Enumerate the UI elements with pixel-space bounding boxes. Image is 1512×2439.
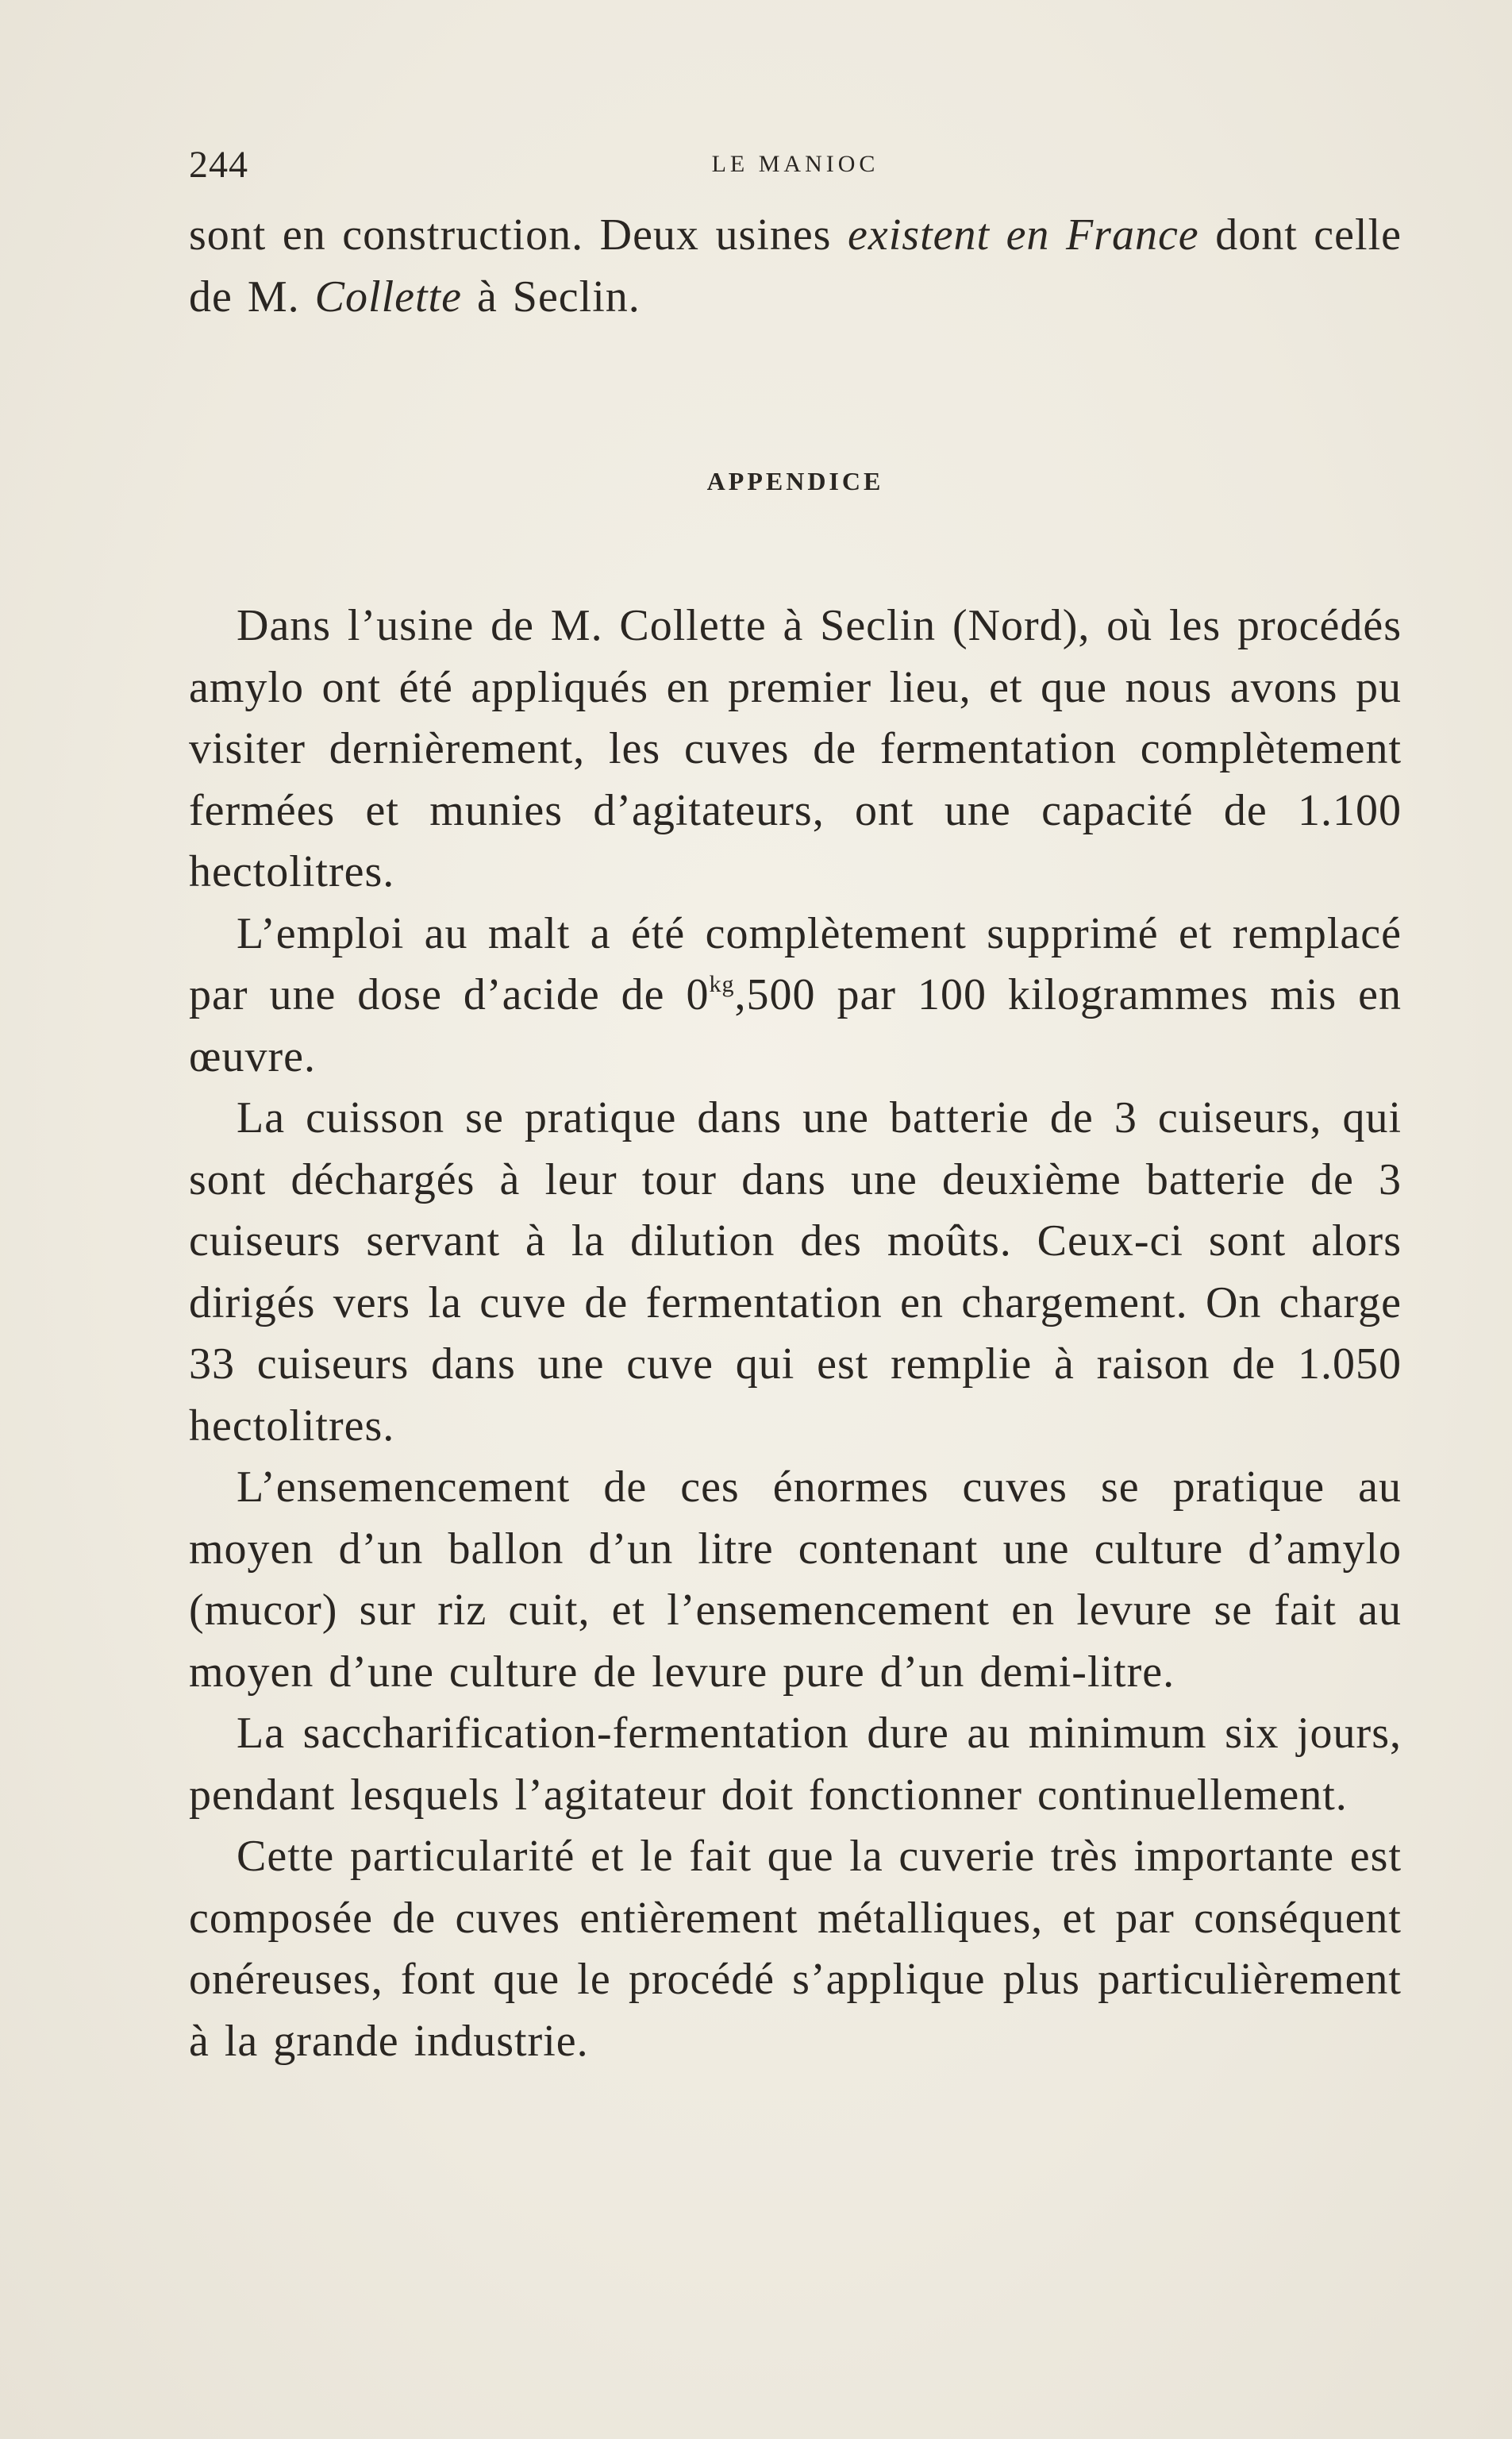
intro-italic-phrase: existent en France <box>848 210 1199 260</box>
section-title: APPENDICE <box>706 467 884 495</box>
running-title: LE MANIOC <box>711 151 879 177</box>
paragraph-1: Dans l’usine de M. Collette à Seclin (Nord), où les procédés amylo ont été appliqués en premier lieu, et que nous avons pu visiter dernièrement, les cuves de fermentation complètement fermées et munies d’agitateurs, ont une capacité de 1.100 hectolitres. <box>189 601 1402 896</box>
page-header <box>189 143 1402 191</box>
intro-paragraph <box>189 205 1402 328</box>
paragraph-2-end: ,500 par 100 kilogrammes mis en œuvre. <box>189 970 1402 1081</box>
page-number: 244 <box>189 144 248 186</box>
paragraph-4: L’ensemencement de ces énormes cuves se pratique au moyen d’un ballon d’un litre contenant une culture d’amylo (mucor) sur riz cuit, et l’ensemencement en levure se fait au moyen d’une culture de levure pure d’un demi-litre. <box>189 1462 1402 1697</box>
paragraph-2 <box>189 904 1402 1088</box>
paragraph-2-start: L’emploi au malt a été complètement supprimé et remplacé par une dose d’acide de 0 <box>189 908 1402 1019</box>
paragraph-3: La cuisson se pratique dans une batterie de 3 cuiseurs, qui sont déchargés à leur tour dans une deuxième batterie de 3 cuiseurs servant à la dilution des moûts. Ceux-ci sont alors dirigés vers la cuve de fermentation en chargement. On charge 33 cuiseurs dans une cuve qui est remplie à raison de 1.050 hectolitres. <box>189 1093 1402 1451</box>
paragraph-5: La saccharification-fermentation dure au minimum six jours, pendant lesquels l’agitateur doit fonctionner continuellement. <box>189 1709 1402 1820</box>
intro-text <box>189 205 1402 328</box>
unit-superscript: kg <box>709 971 735 997</box>
paragraph-6: Cette particularité et le fait que la cuverie très importante est composée de cuves entièrement métalliques, et par conséquent onéreuses, font que le procédé s’applique plus particulièrement à la grande industrie. <box>189 1832 1402 2066</box>
intro-text-start: sont en construction. Deux usines <box>189 210 848 260</box>
intro-italic-name: Collette <box>314 272 462 322</box>
intro-text-end: à Seclin. <box>461 272 641 322</box>
appendix-body <box>189 595 1402 2072</box>
intro-text-middle: dont celle de M. <box>189 210 1402 322</box>
